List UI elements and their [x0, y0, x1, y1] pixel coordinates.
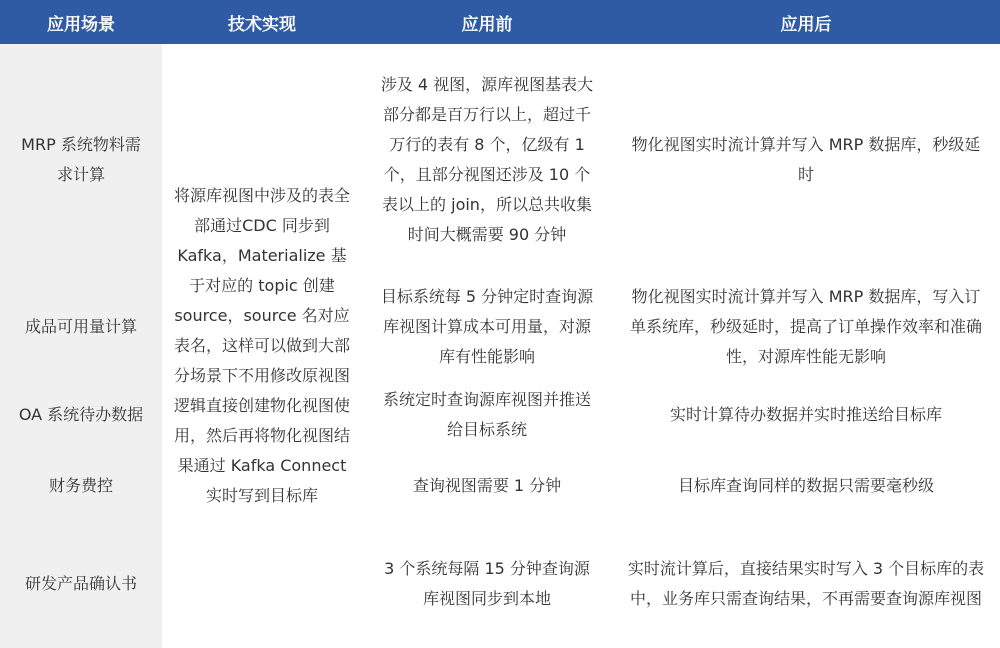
after-cell	[612, 378, 1000, 452]
after-cell	[612, 44, 1000, 276]
after-text: 物化视图实时流计算并写入 MRP 数据库，秒级延时	[631, 135, 981, 184]
before-cell	[362, 452, 612, 520]
after-text: 实时计算待办数据并实时推送给目标库	[669, 405, 942, 424]
before-text: 查询视图需要 1 分钟	[412, 476, 562, 495]
scenario-text: 成品可用量计算	[24, 317, 137, 336]
after-text: 目标库查询同样的数据只需要毫秒级	[677, 476, 934, 495]
header-tech: 技术实现	[162, 0, 362, 44]
header-scenario: 应用场景	[0, 0, 162, 44]
scenario-cell	[0, 378, 162, 452]
scenario-text: MRP 系统物料需求计算	[21, 135, 141, 184]
before-cell	[362, 276, 612, 378]
after-cell	[612, 276, 1000, 378]
before-text: 系统定时查询源库视图并推送给目标系统	[382, 390, 591, 439]
scenario-cell	[0, 520, 162, 648]
before-cell	[362, 520, 612, 648]
scenario-cell	[0, 276, 162, 378]
before-text: 3 个系统每隔 15 分钟查询源库视图同步到本地	[384, 559, 590, 608]
header-before: 应用前	[362, 0, 612, 44]
before-cell	[362, 378, 612, 452]
after-cell	[612, 452, 1000, 520]
scenario-cell	[0, 452, 162, 520]
scenario-text: 财务费控	[48, 476, 113, 495]
scenario-text: 研发产品确认书	[24, 574, 137, 593]
header-after: 应用后	[612, 0, 1000, 44]
before-text: 涉及 4 视图，源库视图基表大部分都是百万行以上，超过千万行的表有 8 个，亿级有 1 个，且部分视图还涉及 10 个表以上的 join，所以总共收集时间大概需要 90 分钟	[380, 75, 594, 244]
after-text: 实时流计算后，直接结果实时写入 3 个目标库的表中，业务库只需查询结果，不再需要查询源库视图	[627, 559, 985, 608]
tech-implementation-text: 将源库视图中涉及的表全部通过CDC 同步到 Kafka，Materialize 基于对应的 topic 创建 source，source 名对应表名，这样可以做到大部分场景下不用修改原视图逻辑直接创建物化视图使用，然后再将物化视图结果通过 Kafka Connect 实时写到目标库	[173, 186, 350, 505]
scenario-cell	[0, 44, 162, 276]
tech-implementation-cell	[162, 44, 362, 648]
after-text: 物化视图实时流计算并写入 MRP 数据库，写入订单系统库，秒级延时，提高了订单操作效率和准确性，对源库性能无影响	[629, 287, 982, 366]
before-cell	[362, 44, 612, 276]
after-cell	[612, 520, 1000, 648]
scenario-text: OA 系统待办数据	[18, 405, 144, 424]
before-text: 目标系统每 5 分钟定时查询源库视图计算成本可用量，对源库有性能影响	[380, 287, 594, 366]
